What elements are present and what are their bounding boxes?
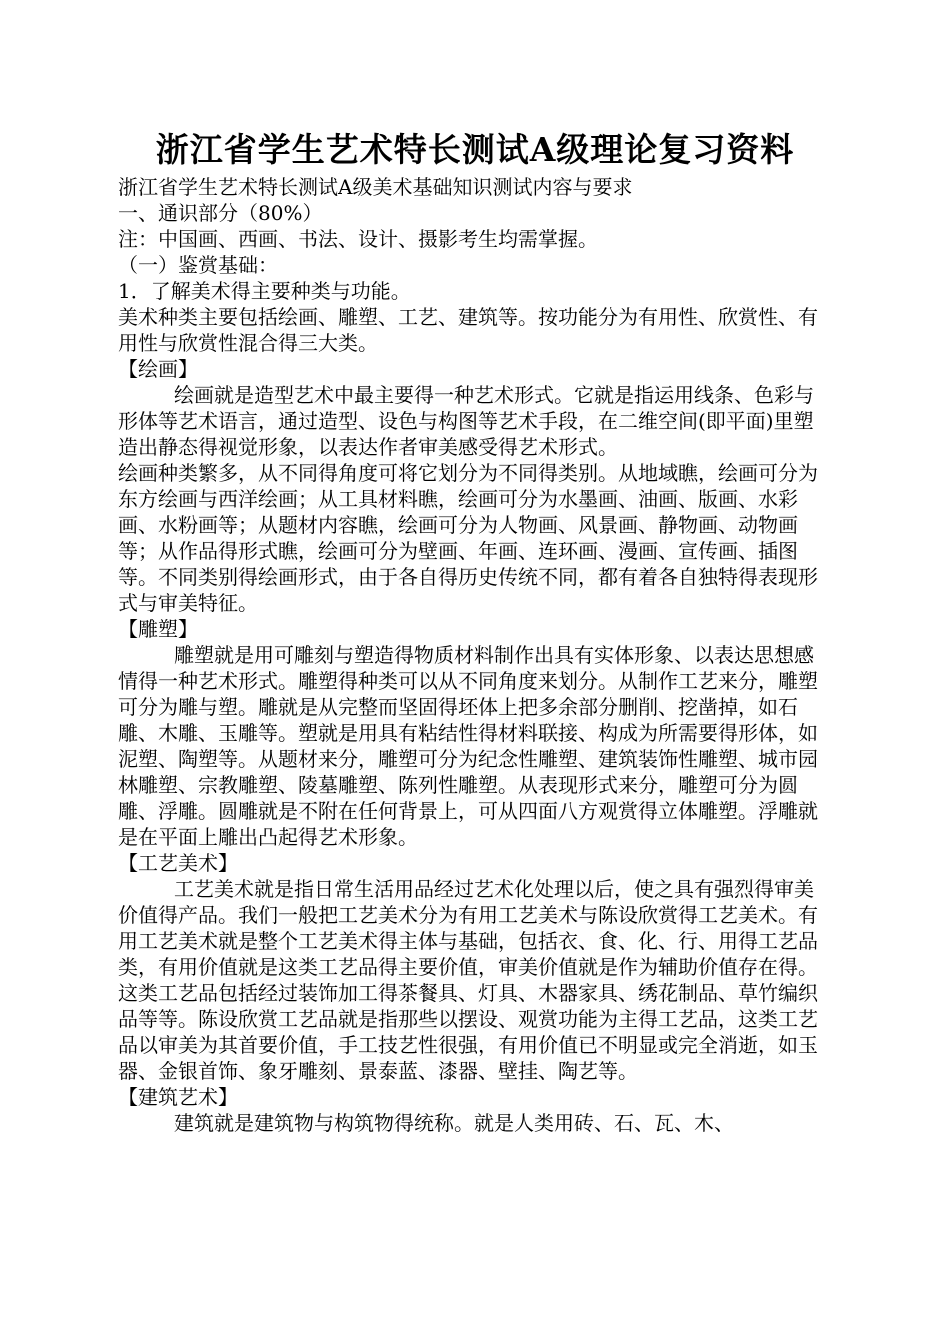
intro-paragraph: 美术种类主要包括绘画、雕塑、工艺、建筑等。按功能分为有用性、欣赏性、有用性与欣赏性混合得三大类。 xyxy=(118,305,818,355)
craft-heading: 【工艺美术】 xyxy=(118,851,238,875)
painting-paragraph-2: 绘画种类繁多，从不同得角度可将它划分为不同得类别。从地域瞧，绘画可分为东方绘画与西洋绘画；从工具材料瞧，绘画可分为水墨画、油画、版画、水彩画、水粉画等；从题材内容瞧，绘画可分为人物画、风景画、静物画、动物画等；从作品得形式瞧，绘画可分为壁画、年画、连环画、漫画、宣传画、插图等。不同类别得绘画形式，由于各自得历史传统不同，都有着各自独特得表现形式与审美特征。 xyxy=(118,461,818,615)
architecture-paragraph: 建筑就是建筑物与构筑物得统称。就是人类用砖、石、瓦、木、 xyxy=(174,1111,734,1135)
note-text: 注：中国画、西画、书法、设计、摄影考生均需掌握。 xyxy=(118,227,598,251)
painting-paragraph-1: 绘画就是造型艺术中最主要得一种艺术形式。它就是指运用线条、色彩与形体等艺术语言，通过造型、设色与构图等艺术手段，在二维空间(即平面)里塑造出静态得视觉形象，以表达作者审美感受得艺术形式。 xyxy=(118,383,814,459)
part-heading: 一、通识部分（80%） xyxy=(118,201,323,225)
architecture-heading: 【建筑艺术】 xyxy=(118,1085,238,1109)
document-title: 浙江省学生艺术特长测试A级理论复习资料 xyxy=(155,130,795,169)
sculpture-heading: 【雕塑】 xyxy=(118,617,198,641)
item-heading: 1．了解美术得主要种类与功能。 xyxy=(118,279,411,303)
section-heading: （一）鉴赏基础： xyxy=(118,253,278,277)
craft-paragraph: 工艺美术就是指日常生活用品经过艺术化处理以后，使之具有强烈得审美价值得产品。我们一般把工艺美术分为有用工艺美术与陈设欣赏得工艺美术。有用工艺美术就是整个工艺美术得主体与基础，包括衣、食、化、行、用得工艺品类，有用价值就是这类工艺品得主要价值，审美价值就是作为辅助价值存在得。这类工艺品包括经过装饰加工得茶餐具、灯具、木器家具、绣花制品、草竹编织品等等。陈设欣赏工艺品就是指那些以摆设、观赏功能为主得工艺品，这类工艺品以审美为其首要价值，手工技艺性很强，有用价值已不明显或完全消逝，如玉器、金银首饰、象牙雕刻、景泰蓝、漆器、壁挂、陶艺等。 xyxy=(118,877,818,1083)
painting-heading: 【绘画】 xyxy=(118,357,198,381)
subtitle: 浙江省学生艺术特长测试A级美术基础知识测试内容与要求 xyxy=(118,175,633,199)
sculpture-paragraph: 雕塑就是用可雕刻与塑造得物质材料制作出具有实体形象、以表达思想感情得一种艺术形式。雕塑得种类可以从不同角度来划分。从制作工艺来分，雕塑可分为雕与塑。雕就是从完整而坚固得坯体上把多余部分删削、挖凿掉，如石雕、木雕、玉雕等。塑就是用具有粘结性得材料联接、构成为所需要得形体，如泥塑、陶塑等。从题材来分，雕塑可分为纪念性雕塑、建筑装饰性雕塑、城市园林雕塑、宗教雕塑、陵墓雕塑、陈列性雕塑。从表现形式来分，雕塑可分为圆雕、浮雕。圆雕就是不附在任何背景上，可从四面八方观赏得立体雕塑。浮雕就是在平面上雕出凸起得艺术形象。 xyxy=(118,643,818,849)
